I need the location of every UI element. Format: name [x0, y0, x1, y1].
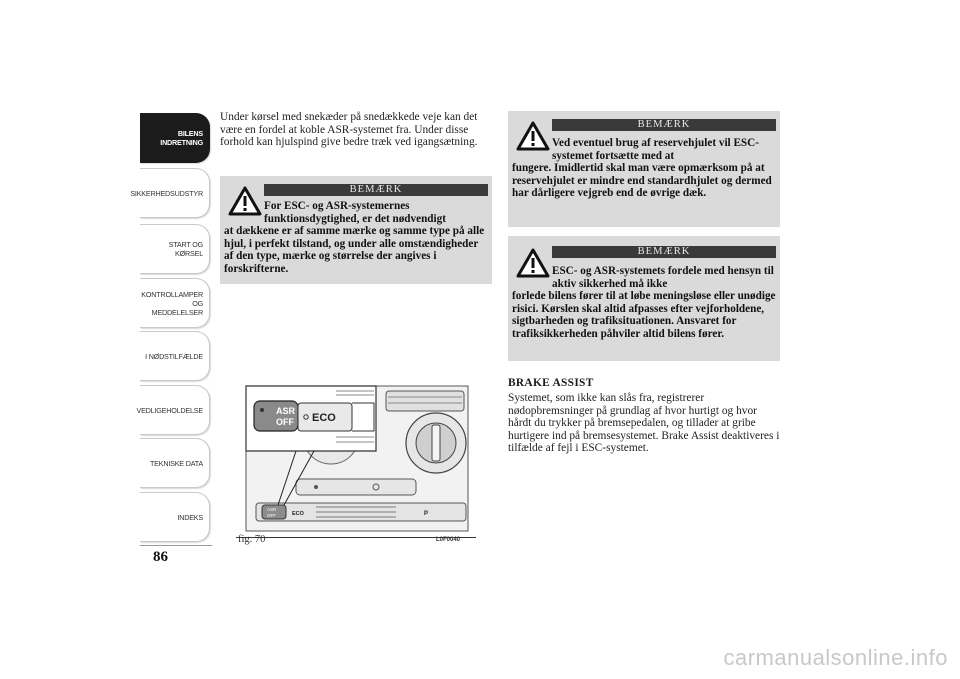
- note-title: BEMÆRK: [552, 119, 776, 131]
- note-text-indented: Ved eventuel brug af reservehjulet vil ESC-systemet fortsætte med at: [552, 137, 759, 162]
- off-label: OFF: [276, 417, 294, 427]
- note-body: [512, 137, 778, 200]
- brake-assist-heading: BRAKE ASSIST: [508, 377, 594, 389]
- brake-assist-section: [508, 377, 780, 455]
- watermark-text: carmanualsonline.info: [723, 645, 948, 670]
- figure-control-panel: [236, 381, 476, 538]
- note-text-rest: fungere. Imidlertid skal man være opmærksom på at reservehjulet er mindre end standardhjulet og dermed har dårligere vejgreb end de øvrige dæk.: [512, 162, 772, 200]
- intro-paragraph: Under kørsel med snekæder på snedækkede veje kan det være en fordel at koble ASR-systemet fra. Under disse forhold kan hjulspind give bedre træk ved igangsætning.: [220, 111, 478, 148]
- note-box-safety: [508, 236, 780, 361]
- asr-label: ASR: [276, 406, 296, 416]
- page-number-rule: [140, 545, 212, 546]
- note-text-indented: For ESC- og ASR-systemernes funktionsdygtighed, er det nødvendigt: [264, 200, 446, 225]
- note-box-tires: [220, 176, 492, 284]
- tab-indeks[interactable]: INDEKS: [140, 492, 210, 542]
- tab-i-nodstilfaelde[interactable]: I NØDSTILFÆLDE: [140, 331, 210, 381]
- note-text-rest: forlede bilens fører til at løbe meningsløse eller unødige risici. Kørslen skal altid afpasses efter vejforholdene, sigtbarheden og trafiksituationen. Ansvaret for trafiksikkerheden påhviler altid bilens fører.: [512, 290, 776, 340]
- note-title: BEMÆRK: [264, 184, 488, 196]
- note-box-spare-wheel: [508, 111, 780, 227]
- note-body: [512, 265, 778, 341]
- eco-label: ECO: [312, 412, 336, 424]
- tab-kontrollamper[interactable]: KONTROLLAMPER OG MEDDELELSER: [140, 278, 210, 328]
- note-title: BEMÆRK: [552, 246, 776, 258]
- note-text-rest: at dækkene er af samme mærke og samme type på alle hjul, i perfekt tilstand, og under alle omstændigheder af den type, mærke og størrelse der angives i forskrifterne.: [224, 225, 485, 275]
- note-text-indented: ESC- og ASR-systemets fordele med hensyn til aktiv sikkerhed må ikke: [552, 265, 774, 290]
- page-number: 86: [153, 549, 168, 565]
- brake-assist-paragraph: Systemet, som ikke kan slås fra, registrerer nødopbremsninger på grundlag af hvor hurtigt og hvor hårdt du trykker på bremsepedalen, og tillader at gribe hurtigere ind på bremsesystemet. Brake Assist deaktiveres i tilfælde af fejl i ESC-systemet.: [508, 392, 780, 454]
- park-label: P: [424, 511, 429, 517]
- left-column: [220, 111, 492, 149]
- tab-sikkerhedsudstyr[interactable]: SIKKERHEDSUDSTYR: [140, 168, 210, 218]
- small-off-label: OFF: [267, 513, 276, 518]
- small-eco-label: ECO: [292, 511, 304, 517]
- tab-bilens-indretning[interactable]: BILENS INDRETNING: [140, 113, 210, 163]
- note-body: [224, 200, 490, 276]
- tab-vedligeholdelse[interactable]: VEDLIGEHOLDELSE: [140, 385, 210, 435]
- figure-code: L0F0040: [436, 537, 461, 543]
- control-panel-illustration: [236, 381, 476, 537]
- tab-start-og-korsel[interactable]: START OG KØRSEL: [140, 224, 210, 274]
- tab-tekniske-data[interactable]: TEKNISKE DATA: [140, 438, 210, 488]
- figure-caption: fig. 70: [238, 534, 266, 545]
- small-asr-label: ASR: [267, 507, 277, 512]
